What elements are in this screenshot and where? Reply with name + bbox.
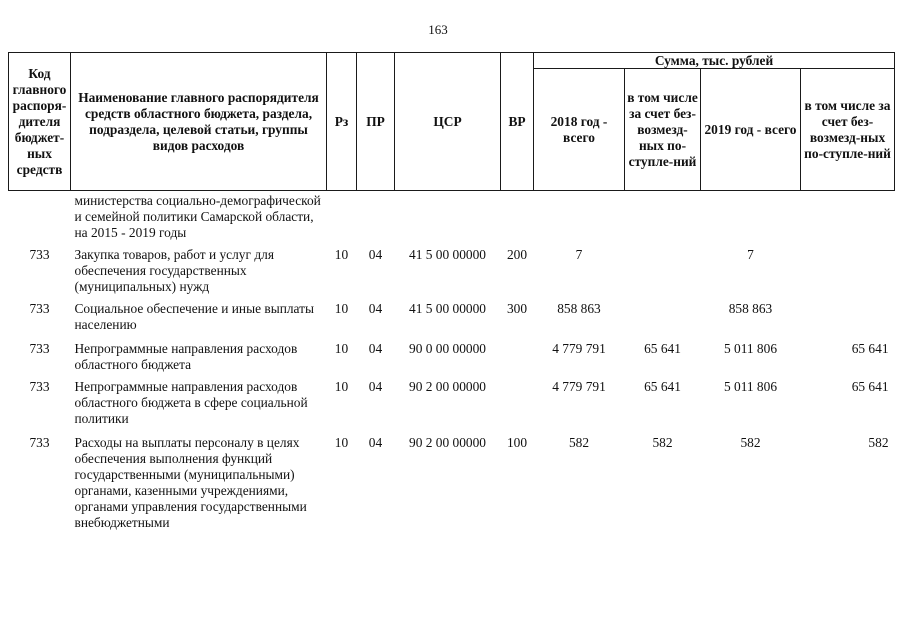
cell-csr: 90 0 00 00000 (409, 341, 486, 356)
cell-2018-free: 582 (652, 435, 673, 450)
cell-name: Социальное обеспечение и иные выплаты населению (74, 301, 315, 332)
cell-rz: 10 (334, 341, 349, 356)
cell-2019-free: 65 641 (851, 379, 889, 394)
cell-code: 733 (29, 301, 50, 316)
cell-2018-total: 7 (575, 247, 583, 262)
cell-csr: 90 2 00 00000 (409, 435, 486, 450)
table-body (9, 191, 895, 532)
cell-vr (501, 333, 534, 373)
cell-csr: 41 5 00 00000 (409, 301, 486, 316)
header-code: Код главного распоря-дителя бюджет-ных средств (9, 53, 71, 191)
cell-pr: 04 (368, 379, 383, 394)
cell-vr (501, 373, 534, 427)
budget-table (8, 52, 895, 531)
cell-pr: 04 (368, 435, 383, 450)
header-pr: ПР (357, 53, 395, 191)
cell-2019-free (801, 191, 895, 242)
header-2018-total: 2018 год - всего (534, 69, 625, 191)
cell-2018-free (625, 191, 701, 242)
cell-2019-total: 858 863 (728, 301, 773, 316)
cell-rz: 10 (334, 379, 349, 394)
cell-vr (501, 191, 534, 242)
cell-name: Расходы на выплаты персоналу в целях обеспечения выполнения функций государственными (муниципальными) органами, казенными учреждениями, органами управления государственными внебюджетными (74, 435, 307, 530)
table-row (9, 333, 895, 373)
header-sum-group: Сумма, тыс. рублей (534, 53, 895, 69)
table-row (9, 373, 895, 427)
table-row (9, 191, 895, 242)
header-2019-total: 2019 год - всего (701, 69, 801, 191)
cell-code: 733 (29, 379, 50, 394)
table-row (9, 241, 895, 295)
cell-csr (395, 191, 501, 242)
cell-name: Закупка товаров, работ и услуг для обеспечения государственных (муниципальных) нужд (74, 247, 274, 294)
cell-2019-total: 5 011 806 (723, 341, 778, 356)
cell-2019-total: 5 011 806 (723, 379, 778, 394)
cell-name: Непрограммные направления расходов областного бюджета (74, 341, 298, 372)
cell-pr (357, 191, 395, 242)
cell-code: 733 (29, 341, 50, 356)
cell-rz: 10 (334, 247, 349, 262)
cell-vr: 100 (506, 435, 528, 450)
table-row (9, 295, 895, 333)
cell-2018-total: 858 863 (557, 301, 601, 316)
header-rz: Рз (327, 53, 357, 191)
cell-2019-free: 65 641 (851, 341, 889, 356)
table-header (9, 53, 895, 191)
header-2019-free: в том числе за счет без-возмезд-ных по-ступле-ний (801, 69, 895, 191)
cell-pr: 04 (368, 341, 383, 356)
header-vr: ВР (501, 53, 534, 191)
header-csr: ЦСР (395, 53, 501, 191)
cell-code: 733 (29, 435, 50, 450)
cell-2018-free (625, 241, 701, 295)
cell-pr: 04 (368, 301, 383, 316)
cell-2019-free (801, 295, 895, 333)
cell-2018-free: 65 641 (644, 379, 681, 394)
cell-2019-total (701, 191, 801, 242)
header-2018-free: в том числе за счет без-возмезд-ных по-ступле-ний (625, 69, 701, 191)
cell-2018-total: 4 779 791 (552, 341, 606, 356)
cell-2019-free: 582 (868, 435, 889, 450)
cell-csr: 90 2 00 00000 (409, 379, 486, 394)
cell-csr: 41 5 00 00000 (409, 247, 486, 262)
cell-2019-total: 582 (740, 435, 761, 450)
cell-name: Непрограммные направления расходов областного бюджета в сфере социальной политики (74, 379, 308, 426)
cell-vr: 300 (506, 301, 528, 316)
cell-name: министерства социально-демографической и семейной политики Самарской области, на 2015 - 2019 годы (74, 193, 321, 240)
cell-2018-total: 582 (568, 435, 590, 450)
table-row (9, 427, 895, 531)
cell-2018-free: 65 641 (644, 341, 681, 356)
cell-pr: 04 (368, 247, 383, 262)
cell-code: 733 (29, 247, 50, 262)
cell-2018-total: 4 779 791 (552, 379, 606, 394)
cell-2019-total: 7 (747, 247, 754, 262)
page-number: 163 (428, 22, 448, 37)
cell-2018-total (534, 191, 625, 242)
cell-vr: 200 (506, 247, 528, 262)
cell-2019-free (801, 241, 895, 295)
cell-rz: 10 (334, 301, 349, 316)
header-name: Наименование главного распорядителя средств областного бюджета, раздела, подраздела, целевой статьи, группы видов расходов (71, 53, 327, 191)
cell-code (9, 191, 71, 242)
cell-2018-free (625, 295, 701, 333)
cell-rz (327, 191, 357, 242)
cell-rz: 10 (334, 435, 349, 450)
